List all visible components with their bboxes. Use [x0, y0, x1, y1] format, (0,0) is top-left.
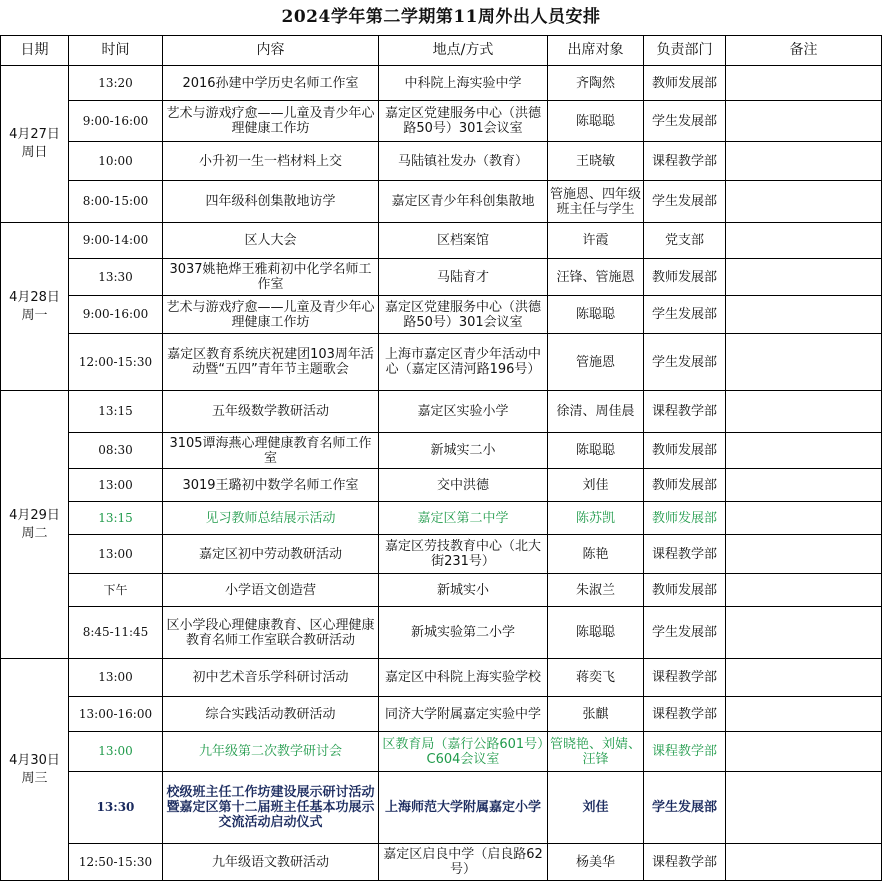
date-label: 4月29日 [9, 507, 60, 523]
attendee-cell: 陈聪聪 [548, 101, 644, 142]
content-cell: 五年级数学教研活动 [163, 391, 379, 433]
header-row [1, 36, 882, 66]
note-cell [726, 334, 882, 391]
dept-cell: 教师发展部 [644, 502, 726, 535]
attendee-cell: 杨美华 [548, 844, 644, 881]
note-cell [726, 535, 882, 574]
time-cell: 12:50-15:30 [69, 844, 163, 881]
place-cell: 上海市嘉定区青少年活动中心（嘉定区清河路196号） [379, 334, 548, 391]
note-cell [726, 259, 882, 296]
note-cell [726, 574, 882, 607]
time-cell: 13:00 [69, 659, 163, 697]
content-cell: 区小学段心理健康教育、区心理健康教育名师工作室联合教研活动 [163, 607, 379, 659]
place-cell: 嘉定区劳技教育中心（北大街231号） [379, 535, 548, 574]
weekday-label: 周二 [21, 525, 48, 541]
attendee-cell: 管施恩、四年级班主任与学生 [548, 181, 644, 223]
schedule-table [0, 35, 882, 881]
time-cell: 13:20 [69, 66, 163, 101]
header-attendee: 出席对象 [548, 36, 644, 66]
note-cell [726, 469, 882, 502]
dept-cell: 课程教学部 [644, 732, 726, 772]
dept-cell: 课程教学部 [644, 697, 726, 732]
weekday-label: 周三 [21, 770, 48, 786]
place-cell: 新城实验第二小学 [379, 607, 548, 659]
table-row [1, 535, 882, 574]
place-cell: 中科院上海实验中学 [379, 66, 548, 101]
header-date: 日期 [1, 36, 69, 66]
content-cell: 3105谭海燕心理健康教育名师工作室 [163, 433, 379, 469]
date-cell [1, 66, 69, 223]
table-row [1, 844, 882, 881]
place-cell: 区教育局（嘉行公路601号）C604会议室 [379, 732, 548, 772]
time-cell: 10:00 [69, 142, 163, 181]
dept-cell: 课程教学部 [644, 391, 726, 433]
note-cell [726, 391, 882, 433]
weekday-label: 周一 [21, 307, 48, 323]
time-cell: 9:00-14:00 [69, 223, 163, 259]
content-cell: 艺术与游戏疗愈——儿童及青少年心理健康工作坊 [163, 101, 379, 142]
dept-cell: 教师发展部 [644, 469, 726, 502]
note-cell [726, 66, 882, 101]
attendee-cell: 许霞 [548, 223, 644, 259]
dept-cell: 学生发展部 [644, 334, 726, 391]
table-row [1, 66, 882, 101]
dept-cell: 教师发展部 [644, 259, 726, 296]
time-cell: 13:00 [69, 535, 163, 574]
time-cell: 08:30 [69, 433, 163, 469]
attendee-cell: 王晓敏 [548, 142, 644, 181]
dept-cell: 教师发展部 [644, 66, 726, 101]
place-cell: 马陆镇社发办（教育） [379, 142, 548, 181]
content-cell: 小升初一生一档材料上交 [163, 142, 379, 181]
attendee-cell: 管晓艳、刘婧、汪锋 [548, 732, 644, 772]
content-cell: 初中艺术音乐学科研讨活动 [163, 659, 379, 697]
weekday-label: 周日 [21, 145, 48, 160]
content-cell: 嘉定区教育系统庆祝建团103周年活动暨“五四”青年节主题歌会 [163, 334, 379, 391]
dept-cell: 教师发展部 [644, 574, 726, 607]
note-cell [726, 296, 882, 334]
content-cell: 3037姚艳烨王雅莉初中化学名师工作室 [163, 259, 379, 296]
date-cell [1, 391, 69, 659]
table-row [1, 101, 882, 142]
note-cell [726, 844, 882, 881]
place-cell: 上海师范大学附属嘉定小学 [379, 772, 548, 844]
table-row [1, 659, 882, 697]
attendee-cell: 刘佳 [548, 772, 644, 844]
time-cell: 9:00-16:00 [69, 101, 163, 142]
header-content: 内容 [163, 36, 379, 66]
header-time: 时间 [69, 36, 163, 66]
time-cell: 13:15 [69, 391, 163, 433]
date-cell [1, 223, 69, 391]
content-cell: 区人大会 [163, 223, 379, 259]
dept-cell: 教师发展部 [644, 433, 726, 469]
note-cell [726, 659, 882, 697]
dept-cell: 课程教学部 [644, 659, 726, 697]
table-row [1, 433, 882, 469]
attendee-cell: 陈聪聪 [548, 607, 644, 659]
attendee-cell: 徐清、周佳晨 [548, 391, 644, 433]
dept-cell: 学生发展部 [644, 607, 726, 659]
note-cell [726, 223, 882, 259]
content-cell: 九年级语文教研活动 [163, 844, 379, 881]
date-cell [1, 659, 69, 881]
place-cell: 嘉定区党建服务中心（洪德路50号）301会议室 [379, 296, 548, 334]
place-cell: 新城实二小 [379, 433, 548, 469]
note-cell [726, 697, 882, 732]
place-cell: 同济大学附属嘉定实验中学 [379, 697, 548, 732]
dept-cell: 学生发展部 [644, 296, 726, 334]
attendee-cell: 刘佳 [548, 469, 644, 502]
content-cell: 九年级第二次教学研讨会 [163, 732, 379, 772]
table-row [1, 697, 882, 732]
attendee-cell: 齐陶然 [548, 66, 644, 101]
table-row [1, 334, 882, 391]
content-cell: 嘉定区初中劳动教研活动 [163, 535, 379, 574]
note-cell [726, 732, 882, 772]
table-row [1, 391, 882, 433]
sheet-title: 2024学年第二学期第11周外出人员安排 [281, 7, 601, 27]
time-cell: 12:00-15:30 [69, 334, 163, 391]
time-cell: 13:00-16:00 [69, 697, 163, 732]
table-row [1, 181, 882, 223]
note-cell [726, 502, 882, 535]
place-cell: 区档案馆 [379, 223, 548, 259]
place-cell: 嘉定区启良中学（启良路62号） [379, 844, 548, 881]
place-cell: 马陆育才 [379, 259, 548, 296]
time-cell: 8:00-15:00 [69, 181, 163, 223]
note-cell [726, 607, 882, 659]
time-cell: 13:00 [69, 469, 163, 502]
dept-cell: 学生发展部 [644, 772, 726, 844]
attendee-cell: 朱淑兰 [548, 574, 644, 607]
header-place: 地点/方式 [379, 36, 548, 66]
content-cell: 3019王璐初中数学名师工作室 [163, 469, 379, 502]
dept-cell: 党支部 [644, 223, 726, 259]
dept-cell: 学生发展部 [644, 101, 726, 142]
table-row [1, 296, 882, 334]
dept-cell: 课程教学部 [644, 535, 726, 574]
content-cell: 见习教师总结展示活动 [163, 502, 379, 535]
place-cell: 新城实小 [379, 574, 548, 607]
place-cell: 嘉定区党建服务中心（洪德路50号）301会议室 [379, 101, 548, 142]
time-cell: 下午 [69, 574, 163, 607]
attendee-cell: 陈聪聪 [548, 433, 644, 469]
table-row [1, 469, 882, 502]
place-cell: 嘉定区中科院上海实验学校 [379, 659, 548, 697]
content-cell: 艺术与游戏疗愈——儿童及青少年心理健康工作坊 [163, 296, 379, 334]
content-cell: 2016孙建中学历史名师工作室 [163, 66, 379, 101]
table-row-highlighted [1, 732, 882, 772]
attendee-cell: 陈聪聪 [548, 296, 644, 334]
header-note: 备注 [726, 36, 882, 66]
attendee-cell: 汪锋、管施恩 [548, 259, 644, 296]
dept-cell: 课程教学部 [644, 844, 726, 881]
table-row [1, 607, 882, 659]
table-row-emphasized [1, 772, 882, 844]
place-cell: 交中洪德 [379, 469, 548, 502]
date-label: 4月28日 [9, 289, 60, 305]
table-row [1, 259, 882, 296]
time-cell: 8:45-11:45 [69, 607, 163, 659]
note-cell [726, 101, 882, 142]
dept-cell: 课程教学部 [644, 142, 726, 181]
note-cell [726, 142, 882, 181]
note-cell [726, 181, 882, 223]
place-cell: 嘉定区实验小学 [379, 391, 548, 433]
date-label: 4月30日 [9, 752, 60, 768]
table-row [1, 223, 882, 259]
note-cell [726, 433, 882, 469]
time-cell: 13:30 [69, 259, 163, 296]
content-cell: 四年级科创集散地访学 [163, 181, 379, 223]
place-cell: 嘉定区青少年科创集散地 [379, 181, 548, 223]
content-cell: 校级班主任工作坊建设展示研讨活动暨嘉定区第十二届班主任基本功展示交流活动启动仪式 [163, 772, 379, 844]
time-cell: 9:00-16:00 [69, 296, 163, 334]
attendee-cell: 陈苏凯 [548, 502, 644, 535]
time-cell: 13:15 [69, 502, 163, 535]
attendee-cell: 陈艳 [548, 535, 644, 574]
attendee-cell: 蒋奕飞 [548, 659, 644, 697]
dept-cell: 学生发展部 [644, 181, 726, 223]
table-row-highlighted [1, 502, 882, 535]
table-row [1, 142, 882, 181]
time-cell: 13:00 [69, 732, 163, 772]
attendee-cell: 张麒 [548, 697, 644, 732]
table-row [1, 574, 882, 607]
attendee-cell: 管施恩 [548, 334, 644, 391]
place-cell: 嘉定区第二中学 [379, 502, 548, 535]
content-cell: 综合实践活动教研活动 [163, 697, 379, 732]
date-label: 4月27日 [9, 127, 60, 142]
note-cell [726, 772, 882, 844]
content-cell: 小学语文创造营 [163, 574, 379, 607]
time-cell: 13:30 [69, 772, 163, 844]
header-dept: 负责部门 [644, 36, 726, 66]
